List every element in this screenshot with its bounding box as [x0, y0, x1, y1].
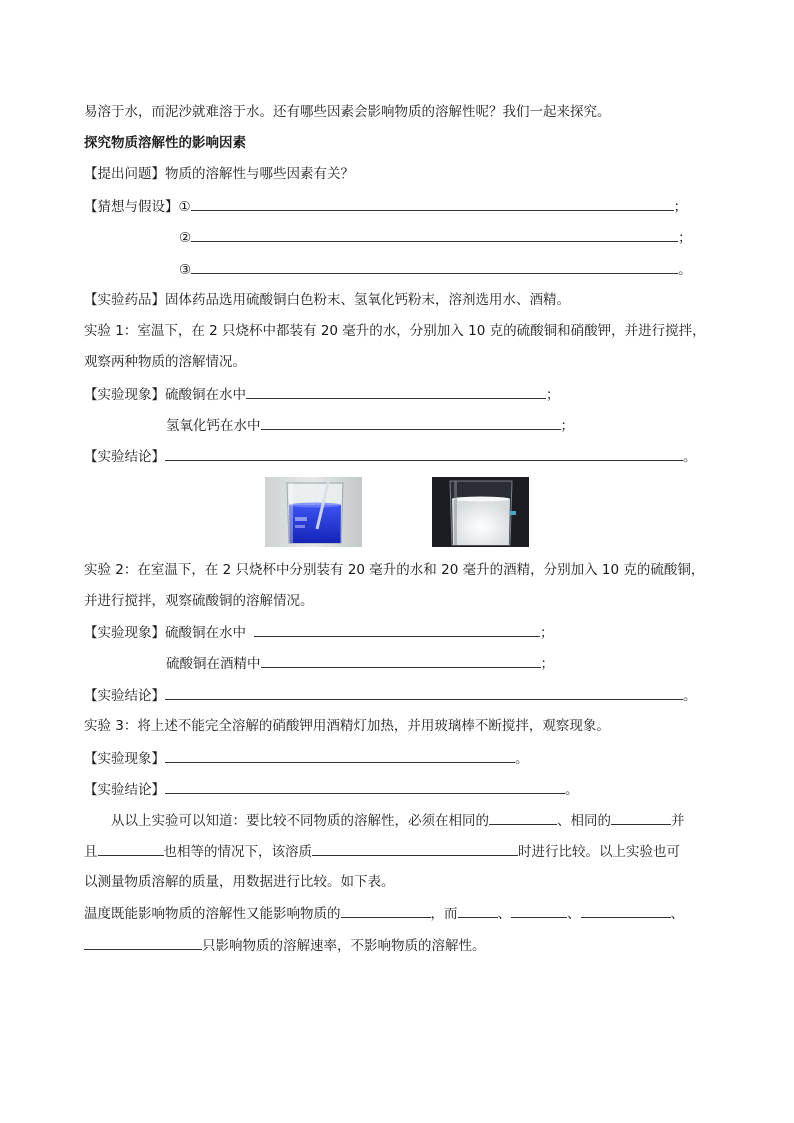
hypothesis-blank-2[interactable]: [191, 228, 678, 242]
summary-blank-state[interactable]: [312, 842, 518, 856]
summary-blank-same-2[interactable]: [611, 811, 671, 825]
exp2-obs-1-blank[interactable]: [254, 623, 540, 637]
summary-text-5: 只影响物质的溶解速率，不影响物质的溶解性。: [202, 938, 486, 954]
hypothesis-mark-3: ③: [179, 262, 192, 278]
exp1-obs-2-text: 氢氧化钙在水中: [166, 418, 261, 434]
calcium-hydroxide-beaker-photo: [432, 477, 529, 547]
summary-line-4: [84, 904, 684, 923]
exp2-line-1: 实验 2：在室温下，在 2 只烧杯中分别装有 20 毫升的水和 20 毫升的酒精，分别加入 10 克的硫酸铜，: [84, 562, 705, 578]
exp2-obs-2-blank[interactable]: [261, 654, 541, 668]
intro-line: 易溶于水，而泥沙就难溶于水。还有哪些因素会影响物质的溶解性呢？我们一起来探究。: [84, 104, 611, 120]
exp1-obs-2-end: ；: [560, 418, 574, 434]
summary-sep-2: 、: [567, 906, 581, 922]
exp2-obs-2-end: ；: [540, 656, 554, 672]
exp2-obs-1-text: 硫酸铜在水中: [165, 625, 246, 641]
summary-line-3: 以测量物质溶解的质量，用数据进行比较。如下表。: [84, 874, 395, 890]
hypothesis-end-2: ；: [678, 230, 692, 246]
summary-blank-factor-3[interactable]: [581, 904, 671, 918]
exp2-obs-1-end: ；: [540, 625, 554, 641]
hypothesis-end-3: 。: [678, 262, 692, 278]
hypothesis-mark-1: ①: [178, 199, 191, 215]
summary-text-2c: 时进行比较。以上实验也可: [518, 844, 680, 860]
summary-blank-same-1[interactable]: [489, 811, 557, 825]
hypothesis-row-3: [179, 260, 692, 279]
exp2-conc-blank[interactable]: [165, 686, 683, 700]
question-row: [84, 165, 354, 183]
exp1-obs-1-blank[interactable]: [246, 385, 546, 399]
exp3-conc-row: [84, 780, 579, 799]
hypothesis-mark-2: ②: [179, 230, 192, 246]
summary-line-5: [84, 936, 486, 955]
exp2-conc-label: 【实验结论】: [84, 688, 165, 704]
summary-sep-1: 、: [497, 906, 511, 922]
exp2-obs-row-1: [84, 623, 554, 642]
summary-sep-3: 、: [670, 906, 684, 922]
exp3-obs-label: 【实验现象】: [84, 751, 165, 767]
hypothesis-label: 【猜想与假设】: [84, 199, 179, 215]
exp1-obs-label: 【实验现象】: [84, 387, 165, 403]
summary-blank-factor-2[interactable]: [511, 904, 567, 918]
summary-text-4b: ，而: [430, 906, 458, 922]
hypothesis-row-1: [84, 197, 687, 216]
summary-blank-temp-effect[interactable]: [341, 904, 431, 918]
exp1-line-1: 实验 1：室温下，在 2 只烧杯中都装有 20 毫升的水，分别加入 10 克的硫酸铜和硝酸钾，并进行搅拌，: [84, 323, 706, 339]
summary-line-1: [111, 811, 685, 830]
exp2-line-2: 并进行搅拌，观察硫酸铜的溶解情况。: [84, 593, 314, 609]
exp2-obs-label: 【实验现象】: [84, 625, 165, 641]
exp1-line-2: 观察两种物质的溶解情况。: [84, 354, 246, 370]
hypothesis-end-1: ；: [673, 199, 688, 215]
hypothesis-blank-1[interactable]: [191, 197, 674, 211]
exp1-conc-row: [84, 447, 697, 466]
summary-blank-equal[interactable]: [98, 842, 164, 856]
summary-blank-factor-4[interactable]: [84, 936, 202, 950]
exp1-conc-label: 【实验结论】: [84, 449, 165, 465]
exp3-obs-end: 。: [515, 751, 529, 767]
section-title: 探究物质溶解性的影响因素: [84, 135, 246, 151]
materials-row: [84, 291, 570, 309]
summary-blank-factor-1[interactable]: [458, 904, 498, 918]
exp1-obs-row-2: [166, 416, 574, 435]
exp2-conc-end: 。: [683, 688, 697, 704]
question-label: 【提出问题】: [84, 166, 165, 182]
copper-sulfate-beaker-photo: [265, 477, 362, 547]
exp2-conc-row: [84, 686, 697, 705]
hypothesis-blank-3[interactable]: [191, 260, 678, 274]
exp1-obs-1-text: 硫酸铜在水中: [165, 387, 246, 403]
question-text: 物质的溶解性与哪些因素有关？: [165, 166, 354, 182]
exp2-obs-2-text: 硫酸铜在酒精中: [166, 656, 261, 672]
summary-text-1b: 、相同的: [557, 813, 611, 829]
materials-label: 【实验药品】: [84, 292, 165, 308]
exp1-obs-2-blank[interactable]: [261, 416, 561, 430]
summary-text-2a: 且: [84, 844, 98, 860]
exp3-conc-blank[interactable]: [165, 780, 565, 794]
summary-text-1a: 从以上实验可以知道：要比较不同物质的溶解性，必须在相同的: [111, 813, 489, 829]
summary-text-4a: 温度既能影响物质的溶解性又能影响物质的: [84, 906, 341, 922]
summary-text-2b: 也相等的情况下，该溶质: [163, 844, 312, 860]
exp2-obs-row-2: [166, 654, 554, 673]
materials-text: 固体药品选用硫酸铜白色粉末、氢氧化钙粉末，溶剂选用水、酒精。: [165, 292, 570, 308]
exp1-obs-row-1: [84, 385, 560, 404]
hypothesis-row-2: [179, 228, 692, 247]
exp3-line-1: 实验 3：将上述不能完全溶解的硝酸钾用酒精灯加热，并用玻璃棒不断搅拌，观察现象。: [84, 718, 610, 734]
exp3-obs-blank[interactable]: [165, 749, 515, 763]
summary-text-1c: 并: [671, 813, 685, 829]
exp1-conc-blank[interactable]: [165, 447, 683, 461]
exp3-conc-label: 【实验结论】: [84, 782, 165, 798]
summary-line-2: [84, 842, 680, 861]
exp3-conc-end: 。: [565, 782, 579, 798]
exp3-obs-row: [84, 749, 529, 768]
exp1-conc-end: 。: [683, 449, 697, 465]
exp1-obs-1-end: ；: [546, 387, 560, 403]
